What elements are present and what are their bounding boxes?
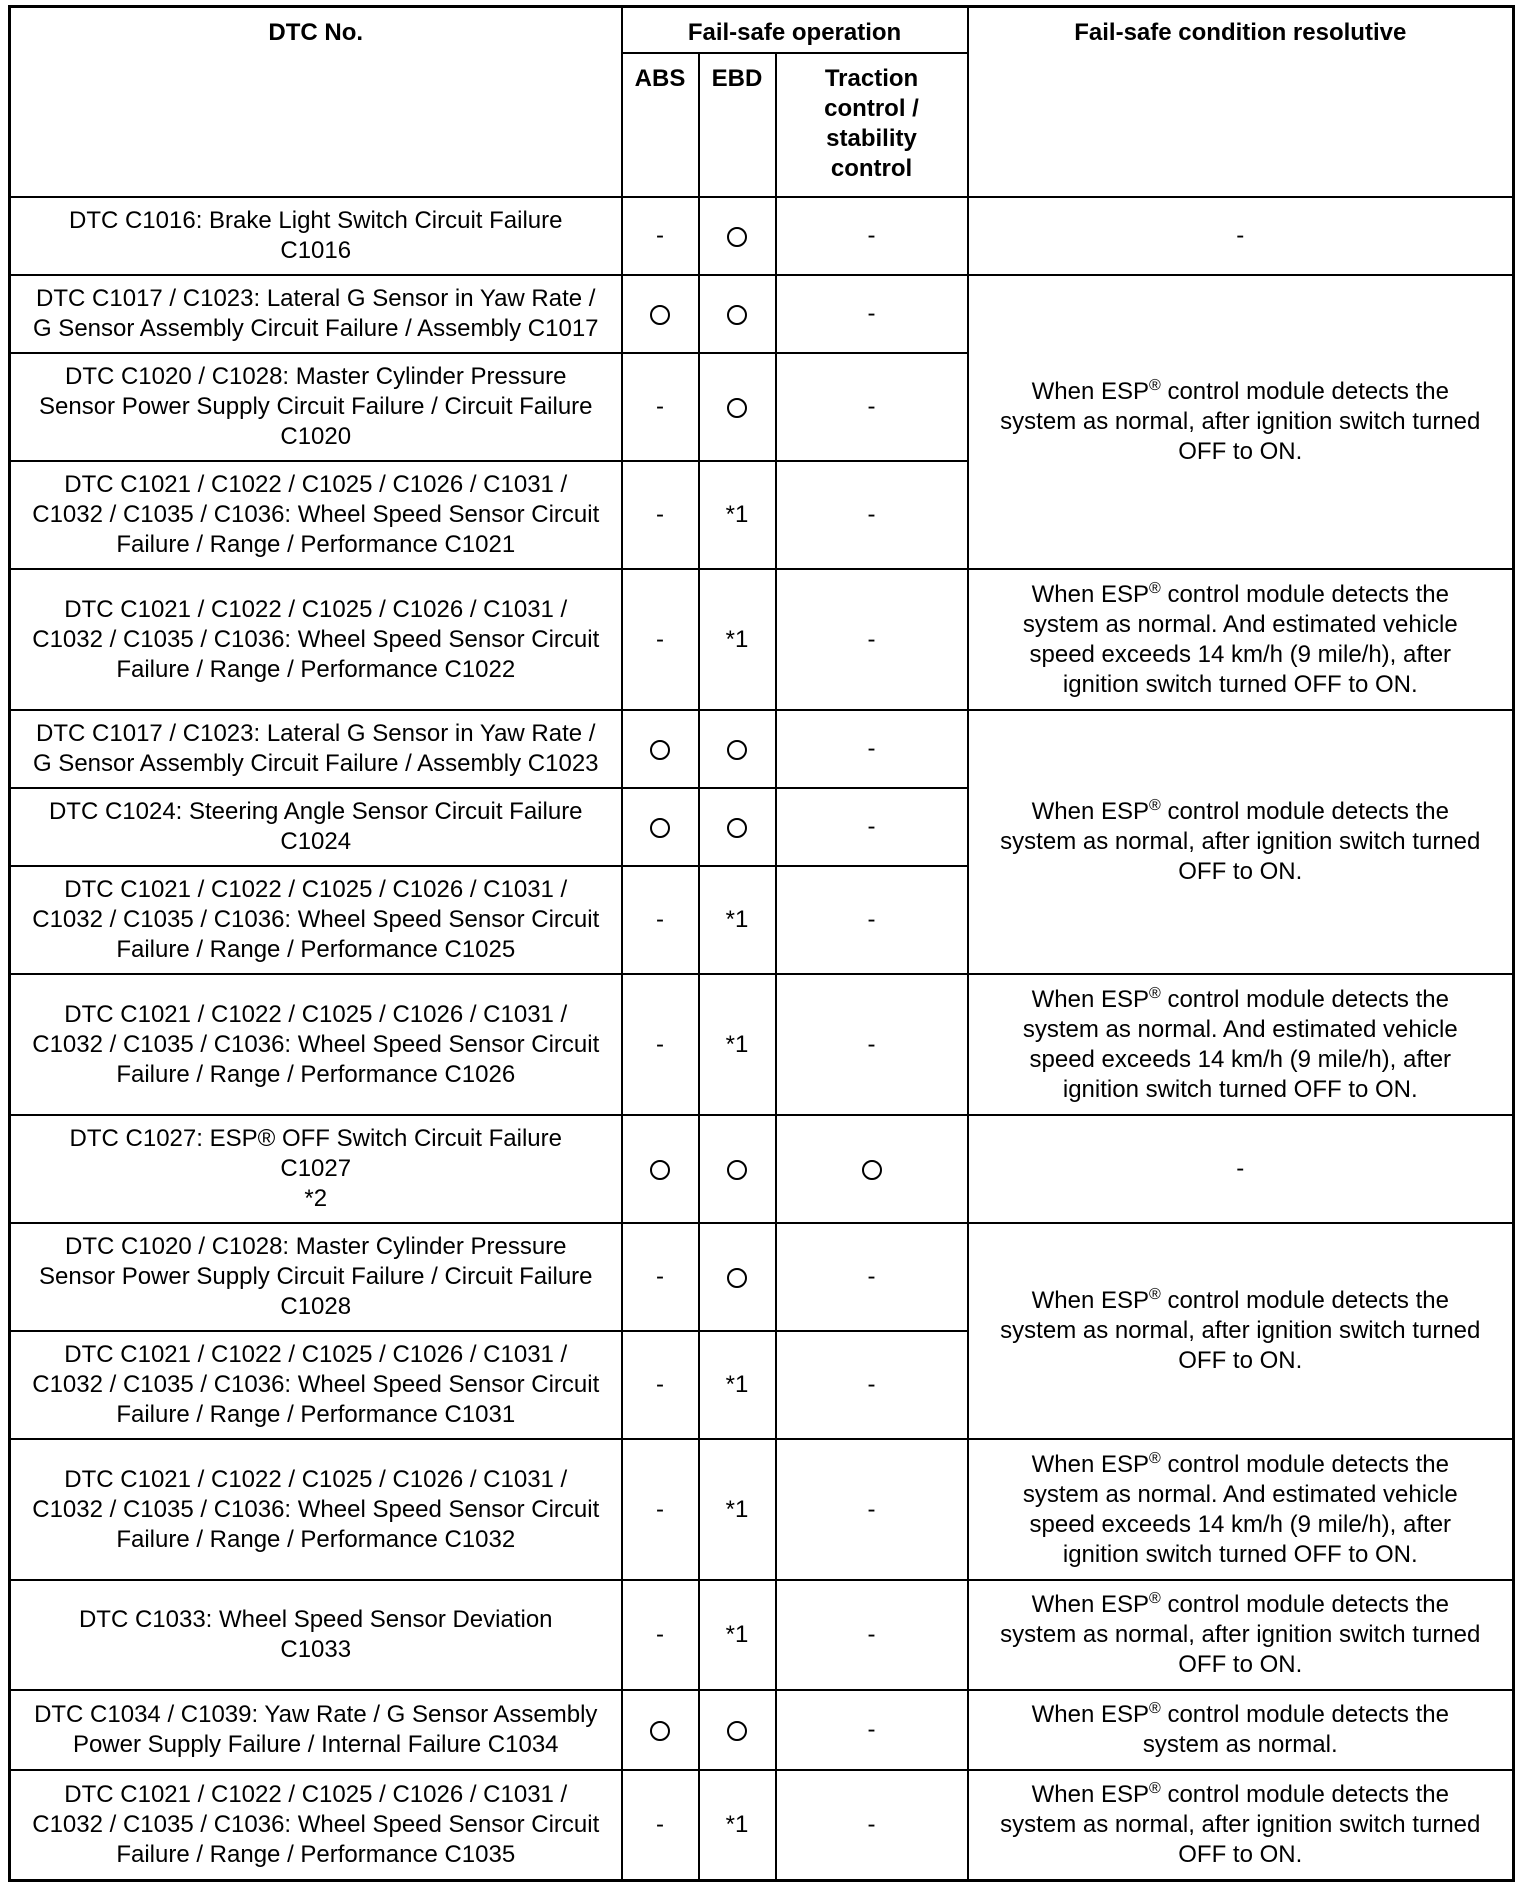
resolution-cell: When ESP® control module detects the system as normal, after ignition switch turned OFF to ON.: [968, 710, 1514, 974]
ebd-cell: [699, 197, 776, 275]
note-mark: *1: [725, 501, 749, 528]
traction-cell: [776, 974, 968, 1115]
traction-cell: [776, 569, 968, 710]
resolution-cell: When ESP® control module detects the system as normal, after ignition switch turned OFF to ON.: [968, 275, 1514, 569]
dash-mark: -: [656, 1030, 664, 1058]
dash-mark: -: [867, 1716, 876, 1743]
traction-cell: [776, 1439, 968, 1580]
abs-cell: [622, 353, 699, 461]
ebd-cell: [699, 1439, 776, 1580]
abs-cell: [622, 1115, 699, 1223]
resolution-cell: When ESP® control module detects the system as normal, after ignition switch turned OFF to ON.: [968, 1770, 1514, 1880]
dash-mark: -: [867, 1371, 876, 1398]
abs-cell: [622, 569, 699, 710]
dtc-description: DTC C1021 / C1022 / C1025 / C1026 / C1031 / C1032 / C1035 / C1036: Wheel Speed Sensor Circuit Failure / Range / Performance C1021: [10, 461, 622, 569]
ebd-cell: [699, 1770, 776, 1880]
dash-mark: -: [867, 813, 876, 840]
abs-cell: [622, 1223, 699, 1331]
traction-cell: [776, 1690, 968, 1770]
dtc-description: DTC C1021 / C1022 / C1025 / C1026 / C1031 / C1032 / C1035 / C1036: Wheel Speed Sensor Circuit Failure / Range / Performance C1022: [10, 569, 622, 710]
dash-mark: -: [867, 393, 876, 420]
dtc-description: DTC C1017 / C1023: Lateral G Sensor in Yaw Rate / G Sensor Assembly Circuit Failure / Assembly C1017: [10, 275, 622, 353]
header-traction-line: Traction: [824, 65, 919, 92]
header-fail-safe-operation: Fail-safe operation: [622, 7, 968, 54]
traction-cell: [776, 197, 968, 275]
dash-mark: -: [867, 1621, 876, 1648]
ebd-cell: [699, 569, 776, 710]
resolution-cell: When ESP® control module detects the system as normal, after ignition switch turned OFF to ON.: [968, 1223, 1514, 1439]
dtc-description: DTC C1033: Wheel Speed Sensor Deviation C1033: [10, 1580, 622, 1690]
abs-cell: [622, 1580, 699, 1690]
circle-mark: [727, 1160, 747, 1180]
dash-mark: -: [867, 906, 876, 933]
resolution-cell: When ESP® control module detects the system as normal. And estimated vehicle speed exceeds 14 km/h (9 mile/h), after ignition switch turned OFF to ON.: [968, 569, 1514, 710]
abs-cell: [622, 275, 699, 353]
dtc-fail-safe-table: [8, 5, 1515, 1882]
traction-cell: [776, 1580, 968, 1690]
resolution-cell: When ESP® control module detects the system as normal, after ignition switch turned OFF to ON.: [968, 1580, 1514, 1690]
circle-mark: [727, 1721, 747, 1741]
dtc-description: DTC C1034 / C1039: Yaw Rate / G Sensor Assembly Power Supply Failure / Internal Failure C1034: [10, 1690, 622, 1770]
header-fail-safe-condition-resolutive: Fail-safe condition resolutive: [968, 7, 1514, 198]
circle-mark: [727, 740, 747, 760]
dtc-description: DTC C1024: Steering Angle Sensor Circuit Failure C1024: [10, 788, 622, 866]
traction-cell: [776, 275, 968, 353]
dash-mark: -: [656, 1621, 664, 1648]
circle-mark: [727, 227, 747, 247]
header-traction-line: control /: [824, 95, 919, 122]
table-row: [10, 1770, 1514, 1880]
circle-mark: [650, 1721, 670, 1741]
dtc-description: DTC C1027: ESP® OFF Switch Circuit Failure C1027 *2: [10, 1115, 622, 1223]
abs-cell: [622, 1690, 699, 1770]
note-mark: *1: [725, 1030, 749, 1058]
ebd-cell: [699, 788, 776, 866]
dtc-description: DTC C1020 / C1028: Master Cylinder Pressure Sensor Power Supply Circuit Failure / Circuit Failure C1020: [10, 353, 622, 461]
header-traction-stability-control: [776, 53, 968, 197]
abs-cell: [622, 461, 699, 569]
resolution-cell: When ESP® control module detects the system as normal. And estimated vehicle speed exceeds 14 km/h (9 mile/h), after ignition switch turned OFF to ON.: [968, 974, 1514, 1115]
note-mark: *1: [725, 1371, 749, 1398]
table-row: [10, 1580, 1514, 1690]
ebd-cell: [699, 866, 776, 974]
dash-mark: -: [867, 1263, 876, 1290]
resolution-cell: When ESP® control module detects the system as normal.: [968, 1690, 1514, 1770]
table-row: [10, 1115, 1514, 1223]
ebd-cell: [699, 275, 776, 353]
traction-cell: [776, 710, 968, 788]
ebd-cell: [699, 710, 776, 788]
traction-cell: [776, 1115, 968, 1223]
abs-cell: [622, 1439, 699, 1580]
circle-mark: [650, 818, 670, 838]
table-row: [10, 974, 1514, 1115]
table-row: [10, 569, 1514, 710]
dash-mark: -: [656, 1263, 664, 1290]
dash-mark: -: [867, 222, 876, 249]
header-abs: ABS: [622, 53, 699, 197]
dtc-fail-safe-document: [8, 5, 1512, 1882]
table-row: [10, 710, 1514, 788]
dtc-description: DTC C1021 / C1022 / C1025 / C1026 / C1031 / C1032 / C1035 / C1036: Wheel Speed Sensor Circuit Failure / Range / Performance C1031: [10, 1331, 622, 1439]
note-mark: *1: [725, 1621, 749, 1648]
header-traction-line: control: [830, 155, 913, 182]
dash-mark: -: [867, 735, 876, 762]
ebd-cell: [699, 461, 776, 569]
dash-mark: -: [656, 222, 664, 249]
dash-mark: -: [656, 393, 664, 420]
ebd-cell: [699, 1331, 776, 1439]
dtc-description: DTC C1020 / C1028: Master Cylinder Pressure Sensor Power Supply Circuit Failure / Circuit Failure C1028: [10, 1223, 622, 1331]
resolution-cell: When ESP® control module detects the system as normal. And estimated vehicle speed exceeds 14 km/h (9 mile/h), after ignition switch turned OFF to ON.: [968, 1439, 1514, 1580]
ebd-cell: [699, 1115, 776, 1223]
abs-cell: [622, 788, 699, 866]
header-dtc-no: DTC No.: [10, 7, 622, 198]
abs-cell: [622, 1331, 699, 1439]
header-traction-line: stability: [826, 125, 917, 152]
resolution-cell: [968, 197, 1514, 275]
ebd-cell: [699, 1690, 776, 1770]
traction-cell: [776, 461, 968, 569]
traction-cell: [776, 353, 968, 461]
abs-cell: [622, 974, 699, 1115]
dash-mark: -: [656, 906, 664, 933]
table-row: [10, 1439, 1514, 1580]
table-row: [10, 1223, 1514, 1331]
abs-cell: [622, 1770, 699, 1880]
header-row-1: [10, 7, 1514, 54]
circle-mark: [727, 818, 747, 838]
ebd-cell: [699, 353, 776, 461]
abs-cell: [622, 866, 699, 974]
resolution-cell: [968, 1115, 1514, 1223]
dash-mark: -: [1236, 1155, 1245, 1182]
traction-cell: [776, 1331, 968, 1439]
dtc-description: DTC C1021 / C1022 / C1025 / C1026 / C1031 / C1032 / C1035 / C1036: Wheel Speed Sensor Circuit Failure / Range / Performance C1035: [10, 1770, 622, 1880]
note-mark: *1: [725, 625, 749, 653]
dash-mark: -: [656, 1810, 664, 1838]
dash-mark: -: [867, 1810, 876, 1838]
circle-mark: [650, 1160, 670, 1180]
dash-mark: -: [867, 1030, 876, 1058]
dtc-description: DTC C1016: Brake Light Switch Circuit Failure C1016: [10, 197, 622, 275]
circle-mark: [727, 1268, 747, 1288]
dash-mark: -: [867, 1495, 876, 1523]
circle-mark: [650, 740, 670, 760]
abs-cell: [622, 197, 699, 275]
dash-mark: -: [867, 501, 876, 528]
circle-mark: [727, 305, 747, 325]
dash-mark: -: [1236, 222, 1245, 249]
dash-mark: -: [656, 1371, 664, 1398]
dash-mark: -: [867, 300, 876, 327]
dtc-description: DTC C1021 / C1022 / C1025 / C1026 / C1031 / C1032 / C1035 / C1036: Wheel Speed Sensor Circuit Failure / Range / Performance C1026: [10, 974, 622, 1115]
traction-cell: [776, 1223, 968, 1331]
traction-cell: [776, 788, 968, 866]
table-row: [10, 1690, 1514, 1770]
circle-mark: [727, 398, 747, 418]
dtc-description: DTC C1017 / C1023: Lateral G Sensor in Yaw Rate / G Sensor Assembly Circuit Failure / Assembly C1023: [10, 710, 622, 788]
dash-mark: -: [656, 1495, 664, 1523]
table-row: [10, 275, 1514, 353]
dash-mark: -: [867, 625, 876, 653]
ebd-cell: [699, 974, 776, 1115]
ebd-cell: [699, 1223, 776, 1331]
circle-mark: [650, 305, 670, 325]
traction-cell: [776, 866, 968, 974]
table-row: [10, 197, 1514, 275]
ebd-cell: [699, 1580, 776, 1690]
note-mark: *1: [725, 1495, 749, 1523]
note-mark: *1: [725, 1810, 749, 1838]
abs-cell: [622, 710, 699, 788]
traction-cell: [776, 1770, 968, 1880]
dash-mark: -: [656, 625, 664, 653]
header-ebd: EBD: [699, 53, 776, 197]
dtc-description: DTC C1021 / C1022 / C1025 / C1026 / C1031 / C1032 / C1035 / C1036: Wheel Speed Sensor Circuit Failure / Range / Performance C1025: [10, 866, 622, 974]
note-mark: *1: [725, 906, 749, 933]
circle-mark: [862, 1160, 882, 1180]
dash-mark: -: [656, 501, 664, 528]
dtc-description: DTC C1021 / C1022 / C1025 / C1026 / C1031 / C1032 / C1035 / C1036: Wheel Speed Sensor Circuit Failure / Range / Performance C1032: [10, 1439, 622, 1580]
